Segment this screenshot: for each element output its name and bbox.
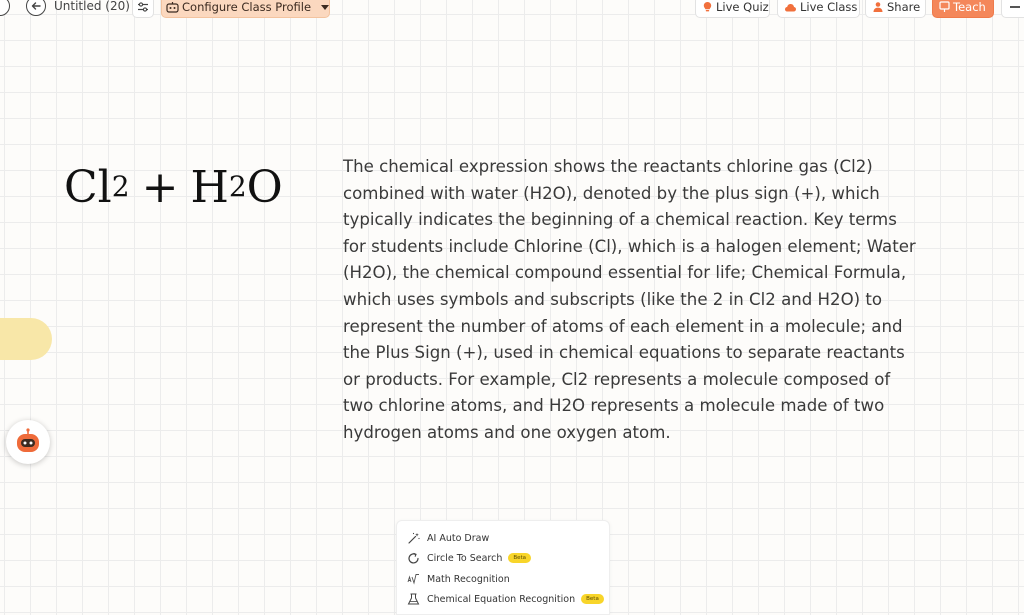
circle-to-search-label: Circle To Search bbox=[427, 552, 503, 564]
ai-assistant-button[interactable] bbox=[6, 420, 50, 464]
highlighter-stroke[interactable] bbox=[0, 318, 52, 360]
chemical-recognition-icon bbox=[405, 593, 421, 606]
beta-badge: Beta bbox=[508, 553, 531, 563]
arrow-left-icon bbox=[30, 0, 42, 12]
plus-sign: + bbox=[141, 161, 179, 213]
ai-tools-menu bbox=[396, 520, 610, 615]
minus-icon bbox=[1010, 6, 1020, 8]
teach-label: Teach bbox=[953, 0, 986, 14]
math-recognition-item[interactable] bbox=[405, 570, 510, 588]
sliders-icon bbox=[137, 1, 149, 13]
menu-icon[interactable] bbox=[0, 0, 10, 16]
configure-class-profile-label: Configure Class Profile bbox=[182, 0, 312, 14]
magic-wand-icon bbox=[405, 532, 421, 545]
explanation-text[interactable]: The chemical expression shows the reactants chlorine gas (Cl2) combined with water (H2O), denoted by the plus sign (+), which typically indicates the beginning of a chemical reaction. Key terms for students include Chlorine (Cl), which is a halogen element; Water (H2O), the chemical compound essential for life; Chemical Formula, which uses symbols and subscripts (like the 2 in Cl2 and H2O) to represent the number of atoms of each element in a molecule; and the Plus Sign (+), used in chemical equations to separate reactants or products. For example, Cl2 represents a molecule composed of two chlorine atoms, and H2O represents a molecule made of two hydrogen atoms and one oxygen atom. bbox=[343, 157, 916, 442]
ai-auto-draw-item[interactable] bbox=[405, 529, 489, 547]
circle-to-search-item[interactable] bbox=[405, 549, 531, 567]
user-share-icon bbox=[872, 1, 884, 13]
chemical-equation-recognition-item[interactable] bbox=[405, 590, 604, 608]
chevron-down-icon bbox=[321, 5, 329, 10]
class-profile-icon bbox=[166, 1, 179, 14]
lightbulb-icon bbox=[702, 1, 713, 13]
live-quiz-label: Live Quiz bbox=[716, 0, 769, 14]
share-button[interactable] bbox=[865, 0, 926, 18]
presentation-icon bbox=[939, 1, 950, 13]
document-title[interactable]: Untitled (20) bbox=[54, 0, 130, 13]
settings-button[interactable] bbox=[132, 0, 154, 18]
robot-icon bbox=[13, 427, 43, 457]
beta-badge: Beta bbox=[581, 594, 604, 604]
oxygen-symbol: O bbox=[246, 161, 283, 213]
share-label: Share bbox=[887, 0, 921, 14]
teach-button[interactable] bbox=[932, 0, 994, 18]
math-recognition-label: Math Recognition bbox=[427, 573, 510, 585]
ai-auto-draw-label: AI Auto Draw bbox=[427, 532, 490, 544]
back-button[interactable] bbox=[26, 0, 46, 16]
live-class-button[interactable] bbox=[777, 0, 860, 18]
chemical-formula[interactable]: Cl 2 + H 2 O bbox=[64, 161, 283, 213]
hydrogen-symbol: H bbox=[190, 161, 229, 213]
more-button[interactable] bbox=[1001, 0, 1024, 18]
configure-class-profile-button[interactable] bbox=[161, 0, 330, 18]
live-class-label: Live Class bbox=[800, 0, 858, 14]
top-toolbar bbox=[0, 0, 1024, 22]
live-quiz-button[interactable] bbox=[695, 0, 770, 18]
cloud-icon bbox=[784, 2, 797, 13]
circle-search-icon bbox=[405, 552, 421, 565]
chlorine-symbol: Cl bbox=[64, 161, 112, 213]
math-recognition-icon bbox=[405, 573, 421, 585]
chemical-equation-recognition-label: Chemical Equation Recognition bbox=[427, 593, 576, 605]
